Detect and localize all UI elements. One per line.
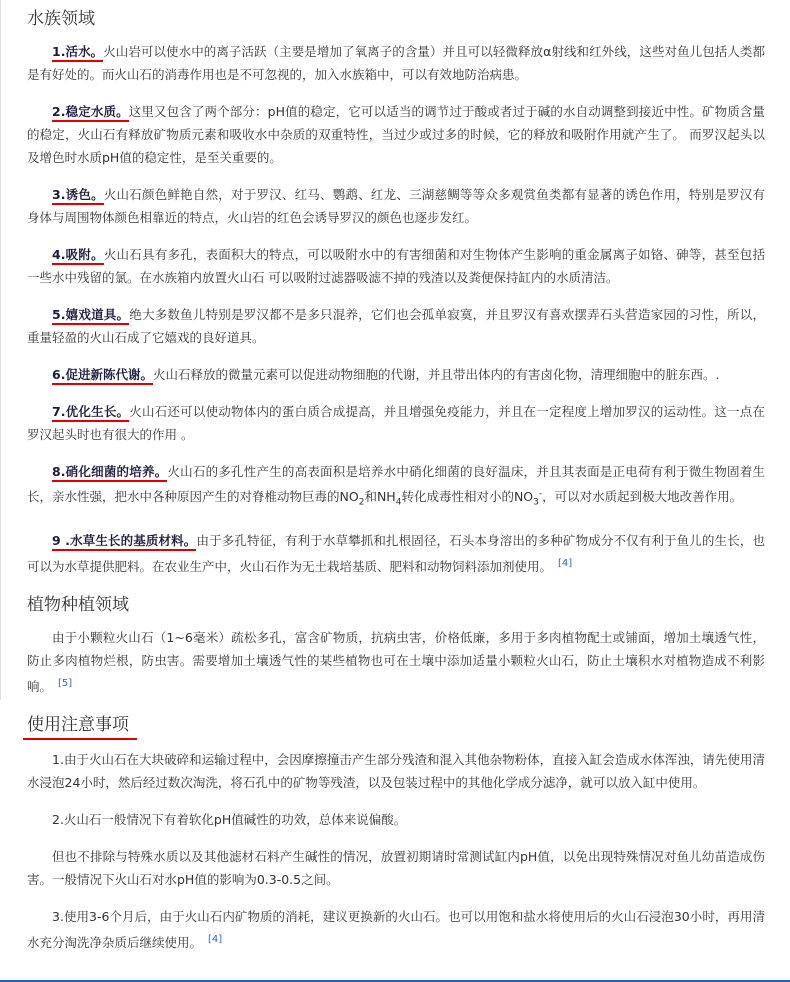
paragraph bbox=[27, 40, 765, 86]
item-label: 5.嬉戏道具。 bbox=[52, 307, 129, 325]
reference-link[interactable]: [5] bbox=[58, 677, 73, 689]
paragraph bbox=[27, 400, 765, 446]
item-text: 火山石颜色鲜艳自然，对于罗汉、红马、鹦鹉、红龙、三湖慈鲷等等众多观赏鱼类都有显著的诱色作用，特别是罗汉有身体与周围物体颜色相靠近的特点，火山岩的红色会诱导罗汉的颜色也逐步发红。 bbox=[27, 187, 765, 225]
item-text: 火山石释放的微量元素可以促进动物细胞的代谢，并且带出体内的有害卤化物，清理细胞中的脏东西。. bbox=[152, 367, 720, 382]
item-text: 和NH bbox=[364, 489, 396, 505]
item-label: 4.吸附。 bbox=[52, 247, 104, 265]
item-text: 绝大多数鱼儿特别是罗汉都不是多只混养，它们也会孤单寂寞，并且罗汉有喜欢摆弄石头营造家园的习性，所以，重量轻盈的火山石成了它嬉戏的良好道具。 bbox=[27, 307, 765, 345]
section-heading: 水族领域 bbox=[27, 9, 95, 29]
item-text: 但也不排除与特殊水质以及其他滤材石料产生碱性的情况，放置初期请时常测试缸内pH值，以免出现特殊情况对鱼儿幼苗造成伤害。一般情况下火山石对水pH值的影响为0.3-0.5之间。 bbox=[27, 848, 765, 887]
item-text: 由于小颗粒火山石（1~6毫米）疏松多孔，富含矿物质，抗病虫害，价格低廉，多用于多肉植物配土或铺面，增加土壤透气性，防止多肉植物烂根，防虫害。需要增加土壤透气性的某些植物也可在土壤中添加适量小颗粒火山石，防止土壤积水对植物造成不利影响。 bbox=[27, 629, 765, 694]
item-text: 火山石具有多孔，表面积大的特点，可以吸附水中的有害细菌和对生物体产生影响的重金属离子如铬、砷等，甚至包括一些水中残留的氯。在水族箱内放置火山石 可以吸附过滤器吸滤不掉的残渣以及粪便保持缸内的水质清洁。 bbox=[27, 247, 765, 285]
item-text: 3.使用3-6个月后，由于火山石内矿物质的消耗，建议更换新的火山石。也可以用饱和盐水将使用后的火山石浸泡30小时，再用清水充分淘洗净杂质后继续使用。 bbox=[27, 908, 765, 951]
section-aquarium bbox=[27, 6, 765, 578]
item-label: 8.硝化细菌的培养。 bbox=[52, 464, 167, 482]
item-text: 转化成毒性相对小的NO bbox=[401, 489, 534, 505]
section-heading: 植物种植领域 bbox=[27, 594, 129, 615]
paragraph bbox=[27, 845, 765, 891]
item-text: 火山石的多孔性产生的高表面积是培养水中硝化细菌的良好温床，并且其表面是正电荷有利于微生物固着生长，亲水性强，把水中各种原因产生的对脊椎动物巨毒的NO bbox=[27, 464, 765, 505]
item-text: 1.由于火山石在大块破碎和运输过程中，会因摩擦撞击产生部分残渣和混入其他杂物粉体，直接入缸会造成水体浑浊，请先使用清水浸泡24小时，然后经过数次淘洗，将石孔中的矿物等残渣，以及包装过程中的其他化学成分滤净，就可以放入缸中使用。 bbox=[27, 751, 765, 790]
item-text: 火山岩可以使水中的离子活跃（主要是增加了氧离子的含量）并且可以轻微释放α射线和红外线，这些对鱼儿包括人类都是有好处的。而火山石的消毒作用也是不可忽视的，加入水族箱中，可以有效地防治病患。 bbox=[27, 44, 765, 82]
item-label: 3.诱色。 bbox=[52, 187, 104, 205]
paragraph bbox=[27, 303, 765, 349]
paragraph bbox=[27, 460, 765, 515]
item-label: 7.优化生长。 bbox=[52, 404, 129, 422]
paragraph bbox=[27, 243, 765, 289]
paragraph bbox=[27, 100, 765, 169]
paragraph bbox=[27, 363, 765, 386]
item-label: 1.活水。 bbox=[52, 44, 103, 62]
paragraph bbox=[27, 529, 765, 578]
item-label: 9 .水草生长的基质材料。 bbox=[52, 533, 196, 551]
item-text: 这里又包含了两个部分：pH值的稳定，它可以适当的调节过于酸或者过于碱的水自动调整到接近中性。矿物质含量的稳定，火山石有释放矿物质元素和吸收水中杂质的双重特性，当过少或过多的时候，它的释放和吸附作用就产生了。 而罗汉起头以及增色时水质pH值的稳定性，是至关重要的。 bbox=[27, 104, 765, 165]
paragraph bbox=[27, 748, 765, 794]
subscript: 3 bbox=[533, 497, 539, 508]
left-border bbox=[0, 0, 1, 700]
article-content bbox=[27, 6, 765, 968]
reference-link[interactable]: [4] bbox=[208, 933, 223, 945]
subscript: 2 bbox=[358, 497, 365, 508]
item-text: 由于多孔特征，有利于水草攀抓和扎根固径，石头本身溶出的多种矿物成分不仅有利于鱼儿的生长，也可以为水草提供肥料。在农业生产中，火山石作为无土栽培基质、肥料和动物饲料添加剂使用。 bbox=[27, 532, 765, 574]
paragraph bbox=[27, 905, 765, 954]
paragraph bbox=[27, 626, 765, 698]
item-text: 火山石还可以使动物体内的蛋白质合成提高，并且增强免疫能力，并且在一定程度上增加罗汉的运动性。这一点在罗汉起头时也有很大的作用 。 bbox=[27, 404, 765, 442]
subscript: 4 bbox=[395, 497, 402, 508]
item-label: 2.稳定水质。 bbox=[52, 104, 129, 122]
section-heading: 使用注意事项 bbox=[23, 712, 137, 740]
item-text: 2.火山石一般情况下有着软化pH值碱性的功效，总体来说偏酸。 bbox=[52, 811, 407, 827]
paragraph bbox=[27, 183, 765, 229]
reference-link[interactable]: [4] bbox=[558, 557, 573, 569]
superscript: - bbox=[538, 489, 543, 499]
item-text: ，可以对水质起到极大地改善作用。 bbox=[542, 489, 743, 505]
section-plants bbox=[27, 592, 765, 698]
section-usage-notes bbox=[27, 712, 765, 954]
item-label: 6.促进新陈代谢。 bbox=[52, 367, 153, 385]
paragraph bbox=[27, 808, 765, 831]
